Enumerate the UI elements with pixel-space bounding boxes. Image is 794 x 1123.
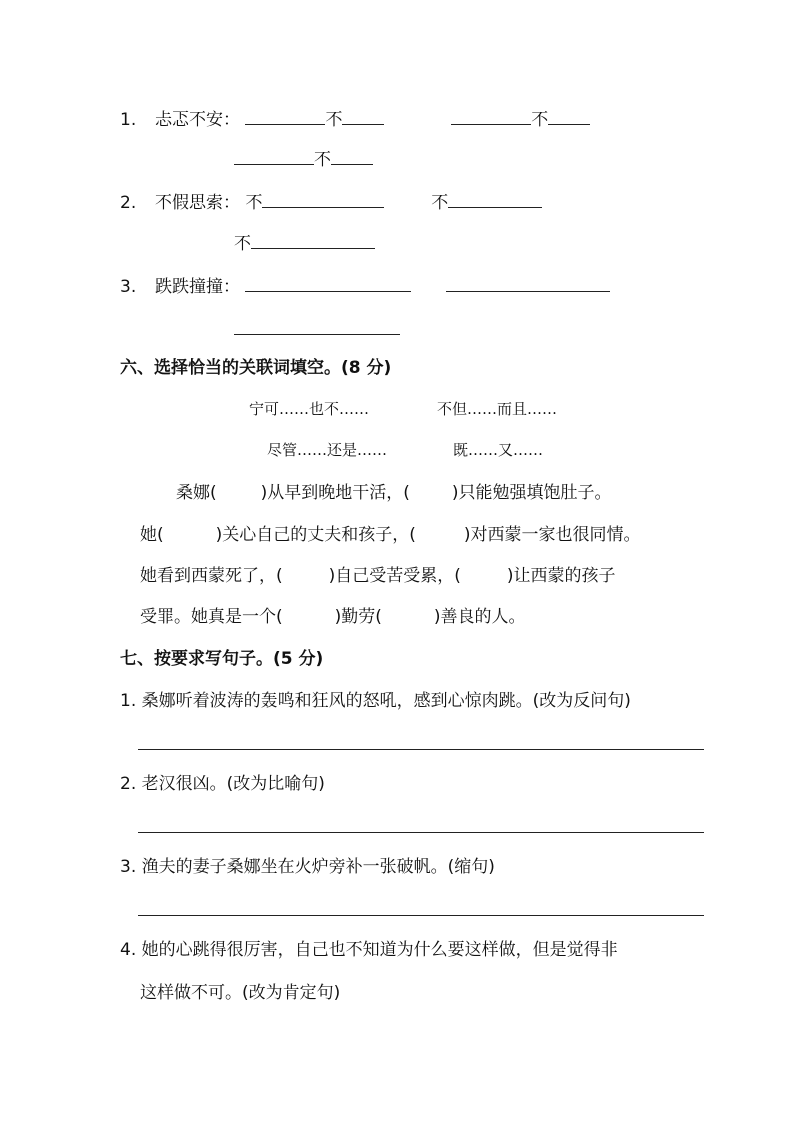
answer-line-3[interactable] — [138, 915, 704, 916]
passage-line-2: 她( )关心自己的丈夫和孩子，( )对西蒙一家也很同情。 — [140, 525, 641, 545]
option-ningke: 宁可……也不…… — [249, 400, 370, 418]
fixed-char: 不 — [314, 150, 331, 170]
answer-blank[interactable] — [262, 191, 384, 208]
vocab-q2-line1 — [120, 191, 542, 214]
section7-q4-line1: 4. 她的心跳得很厉害，自己也不知道为什么要这样做，但是觉得非 — [120, 940, 618, 960]
answer-blank[interactable] — [451, 108, 531, 125]
vocab-word: 跌跌撞撞： — [155, 277, 241, 297]
answer-line-1[interactable] — [138, 749, 704, 750]
question-number: 3. — [120, 277, 137, 297]
fixed-char: 不 — [531, 110, 549, 130]
answer-blank[interactable] — [342, 108, 384, 125]
vocab-q2-line2 — [234, 232, 375, 255]
answer-blank[interactable] — [548, 108, 590, 125]
section7-title: 七、按要求写句子。(5 分) — [120, 649, 324, 669]
fixed-char: 不 — [431, 193, 449, 213]
answer-blank[interactable] — [234, 148, 314, 165]
vocab-q3-line1 — [120, 275, 610, 298]
section7-q4-line2: 这样做不可。(改为肯定句) — [140, 983, 341, 1003]
vocab-q1-line2 — [234, 148, 373, 171]
answer-blank[interactable] — [245, 108, 325, 125]
option-budan: 不但……而且…… — [437, 400, 558, 418]
answer-blank[interactable] — [448, 191, 542, 208]
section7-q2: 2. 老汉很凶。(改为比喻句) — [120, 774, 325, 794]
vocab-q3-line2 — [234, 318, 400, 341]
fixed-char: 不 — [325, 110, 343, 130]
question-number: 2. — [120, 193, 137, 213]
passage-line-4: 受罪。她真是一个( )勤劳( )善良的人。 — [140, 607, 526, 627]
option-ji: 既……又…… — [453, 441, 544, 459]
answer-line-2[interactable] — [138, 832, 704, 833]
vocab-word: 不假思索： — [155, 193, 241, 213]
option-jinguan: 尽管……还是…… — [267, 441, 388, 459]
answer-blank[interactable] — [446, 275, 610, 292]
passage-line-3: 她看到西蒙死了，( )自己受苦受累，( )让西蒙的孩子 — [140, 566, 616, 586]
section7-q1: 1. 桑娜听着波涛的轰鸣和狂风的怒吼，感到心惊肉跳。(改为反问句) — [120, 691, 631, 711]
answer-blank[interactable] — [234, 318, 400, 335]
vocab-q1-line1 — [120, 108, 590, 131]
fixed-char: 不 — [234, 234, 251, 254]
passage-line-1: 桑娜( )从早到晚地干活，( )只能勉强填饱肚子。 — [176, 483, 612, 503]
section6-title: 六、选择恰当的关联词填空。(8 分) — [120, 358, 392, 378]
vocab-word: 忐忑不安： — [155, 110, 241, 130]
section7-q3: 3. 渔夫的妻子桑娜坐在火炉旁补一张破帆。(缩句) — [120, 857, 495, 877]
answer-blank[interactable] — [245, 275, 411, 292]
answer-blank[interactable] — [251, 232, 375, 249]
question-number: 1. — [120, 110, 137, 130]
answer-blank[interactable] — [331, 148, 373, 165]
fixed-char: 不 — [245, 193, 263, 213]
